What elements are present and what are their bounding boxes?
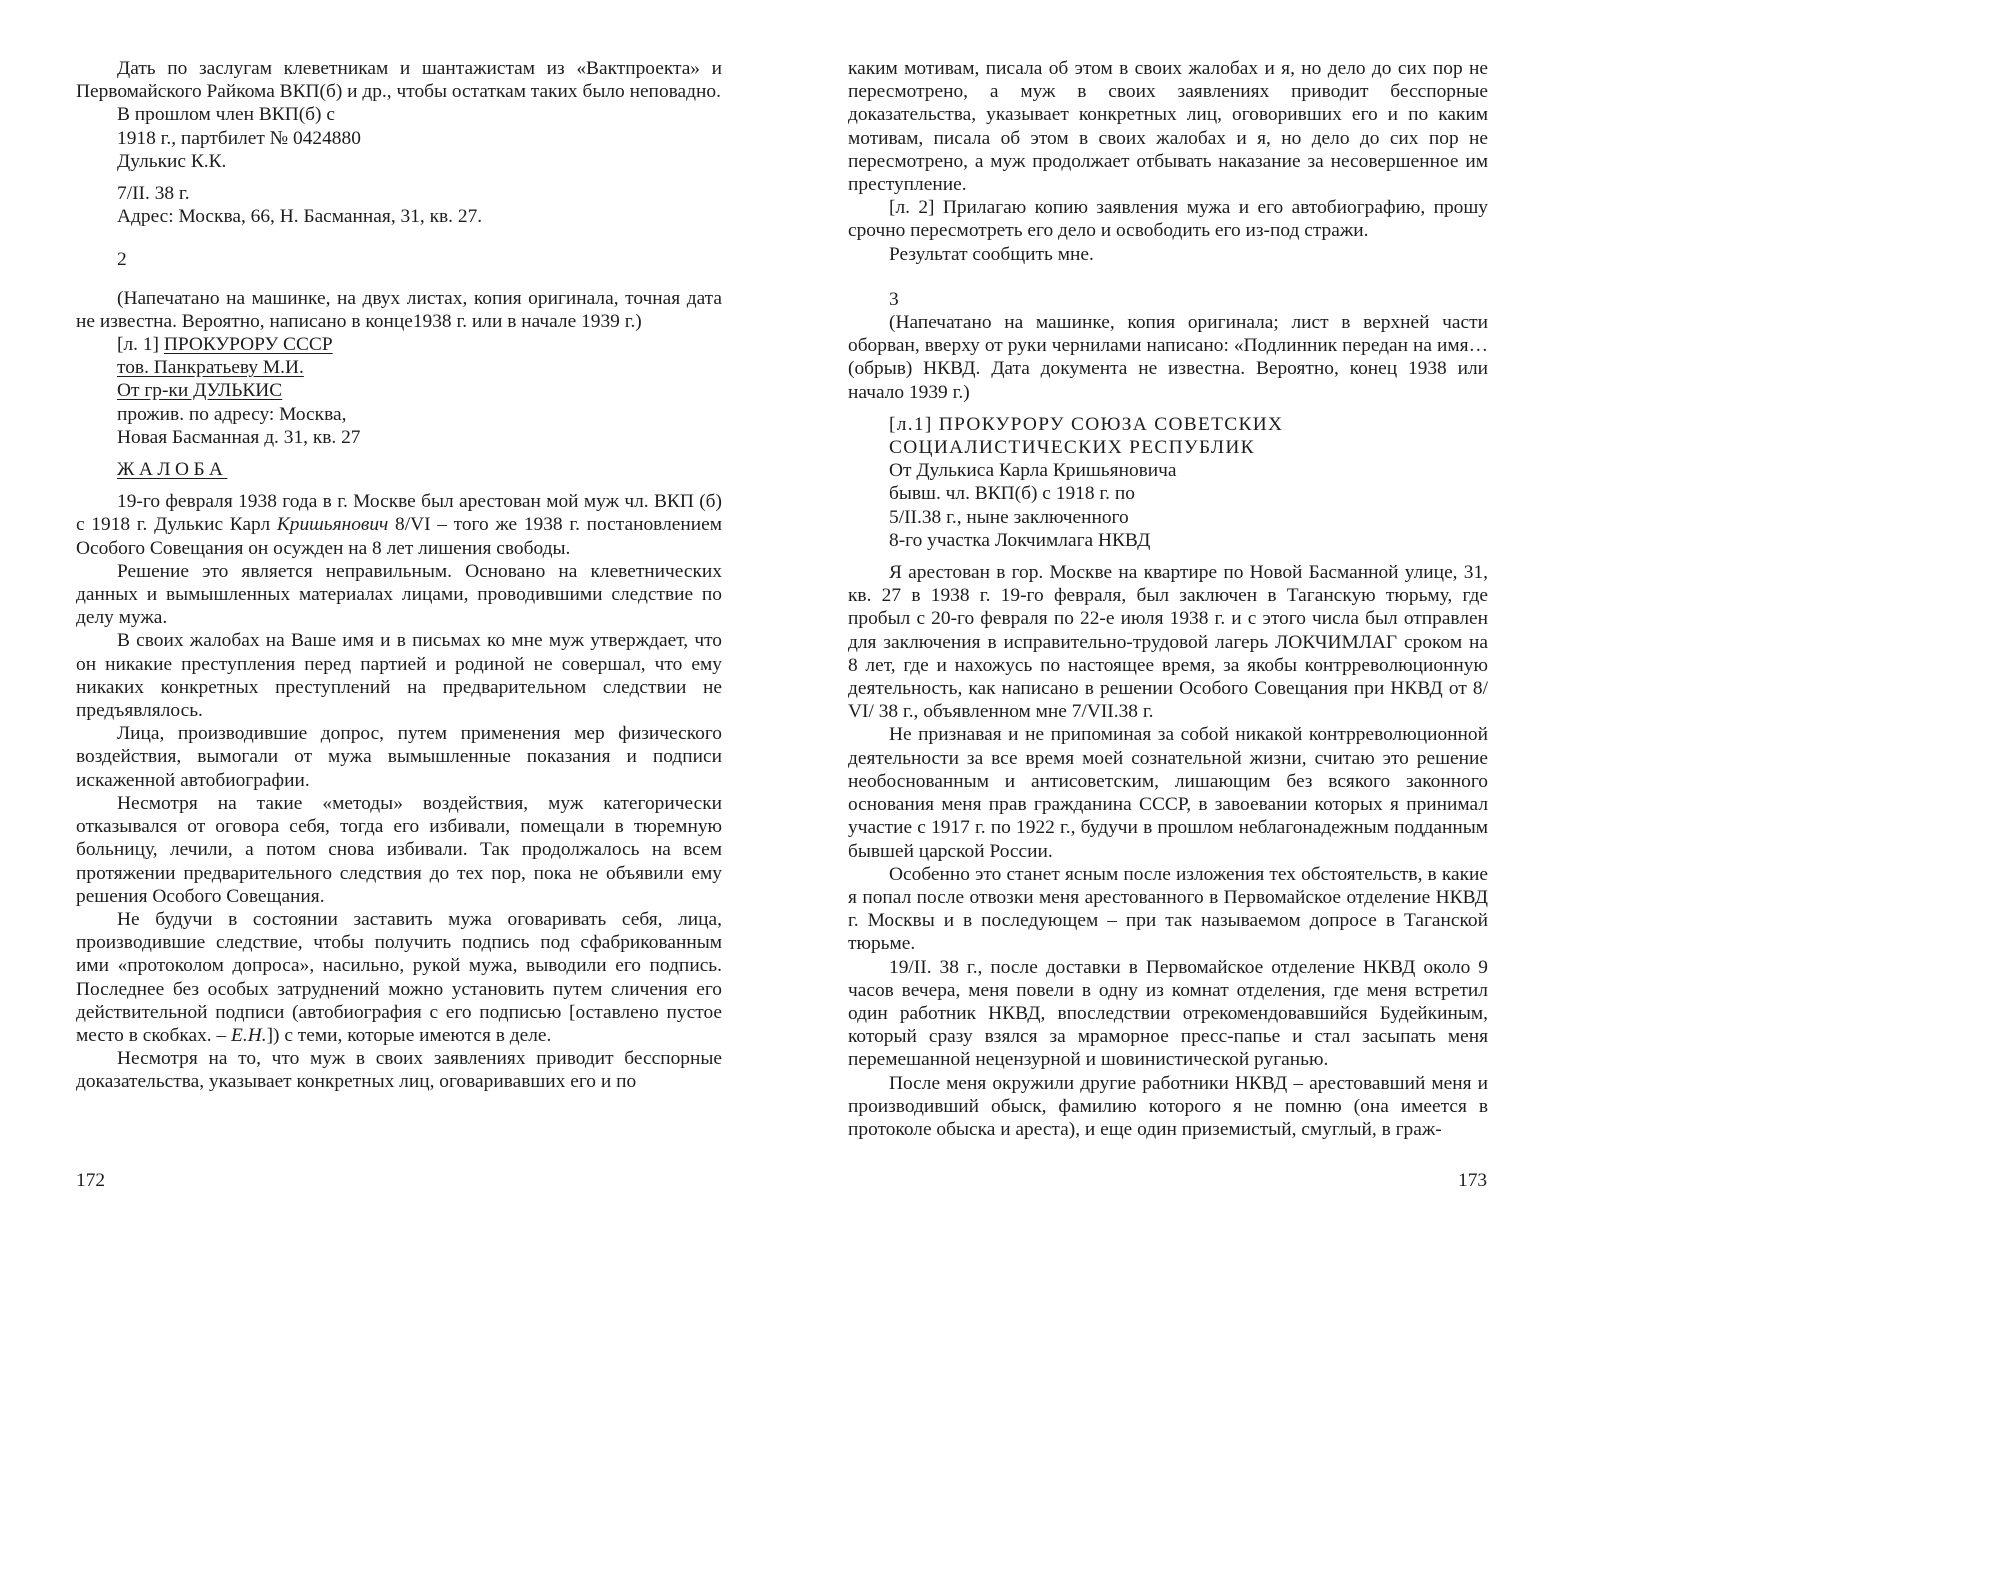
signature-line: В прошлом член ВКП(б) с xyxy=(117,104,335,126)
addressee-block xyxy=(848,413,1488,552)
sender-address-line: Новая Басманная д. 31, кв. 27 xyxy=(117,426,361,448)
result-line: Результат сообщить мне. xyxy=(889,243,1094,265)
date-block xyxy=(76,182,722,228)
body-paragraph: Особенно это станет ясным после изложения тех обстоятельств, в какие я попал после отвозки меня арестованного в Первомайское отделение НКВД г. Москвы и в последующем – при так называемом допросе в Таганской тюрьме. xyxy=(848,863,1488,955)
complaint-paragraph xyxy=(76,490,722,560)
page-number-right: 173 xyxy=(1458,1170,1488,1191)
addressee-title: ПРОКУРОРУ СССР xyxy=(163,334,333,356)
right-page xyxy=(848,57,1488,1141)
addressee-to xyxy=(117,333,722,356)
document-number: 3 xyxy=(889,288,899,310)
sender-line: бывш. чл. ВКП(б) с 1918 г. по xyxy=(889,483,1135,505)
body-paragraph: В своих жалобах на Ваше имя и в письмах ко мне муж утверждает, что он никакие преступления перед партией и родиной не совершал, что ему никаких конкретных преступлений на предварительном следствии не предъявлялось. xyxy=(76,630,722,722)
document-note: (Напечатано на машинке, на двух листах, копия оригинала, точная дата не известна. Вероятно, написано в конце1938 г. или в начале 1939 г.) xyxy=(76,287,722,332)
body-paragraph: Несмотря на то, что муж в своих заявлениях приводит бесспорные доказательства, указывает конкретных лиц, оговаривавших его и по xyxy=(76,1048,722,1093)
body-paragraph: Не признавая и не припоминая за собой никакой контрреволюционной деятельности за все время моей сознательной жизни, считаю это решение необоснованным и антисоветским, лишающим без всякого законного основания меня прав гражданина СССР, в завоевании которых я принимал участие с 1917 г. по 1922 г., будучи в прошлом неблагонадежным подданным бывшей царской России. xyxy=(848,724,1488,862)
paragraph-text: 19-го февраля 1938 года в г. Москве был арестован мой муж чл. ВКП (б) с 1918 г. Дулькис Карл xyxy=(76,491,722,536)
page-number-left: 172 xyxy=(76,1170,106,1191)
signature-block xyxy=(76,103,722,173)
address-line: Адрес: Москва, 66, Н. Басманная, 31, кв. 27. xyxy=(117,206,483,228)
body-paragraph: 19/II. 38 г., после доставки в Первомайское отделение НКВД около 9 часов вечера, меня повели в одну из комнат отделения, где меня встретил один работник НКВД, впоследствии отрекомендовавшийся Будейкиным, который сразу взялся за мраморное пресс-папье и стал засыпать меня перемешанной нецензурной и шовинистической руганью. xyxy=(848,956,1488,1071)
body-paragraph: Лица, производившие допрос, путем применения мер физического воздействия, вымогали от мужа вымышленные показания и подписи искаженной автобиографии. xyxy=(76,723,722,791)
body-paragraph xyxy=(76,908,722,1047)
sheet-marker: [л. 1] xyxy=(117,334,159,356)
sender-line: 8-го участка Локчимлага НКВД xyxy=(889,529,1151,551)
paragraph-text: Не будучи в состоянии заставить мужа оговаривать себя, лица, производившие следствие, чтобы получить подпись под сфабрикованным ими «протоколом допроса», насильно, рукой мужа, выводили его подпись. Последнее без особых затруднений можно установить путем сличения его действительной подписи (автобиография с его подписью [оставлено пустое место в скобках. – xyxy=(76,908,722,1046)
sender-address-line: прожив. по адресу: Москва, xyxy=(117,403,347,425)
left-page xyxy=(76,57,722,1094)
addressee-line: СОЦИАЛИСТИЧЕСКИХ РЕСПУБЛИК xyxy=(889,437,1255,459)
intro-paragraph: Дать по заслугам клеветникам и шантажистам из «Вактпроекта» и Первомайского Райкома ВКП(б) и др., чтобы остаткам таких было неповадно. xyxy=(76,58,722,103)
document-note: (Напечатано на машинке, копия оригинала; лист в верхней части оборван, вверху от руки чернилами написано: «Подлинник передан на имя…(обрыв) НКВД. Дата документа не известна. Вероятно, конец 1938 или начало 1939 г.) xyxy=(848,312,1488,403)
italic-patronymic: Кришьянович xyxy=(276,514,389,536)
addressee-block xyxy=(76,333,722,449)
result-block xyxy=(848,243,1488,266)
signature-line: 1918 г., партбилет № 0424880 xyxy=(117,127,361,149)
sender-line: 5/II.38 г., ныне заключенного xyxy=(889,506,1129,528)
sender-line: От Дулькиса Карла Кришьяновича xyxy=(889,460,1177,482)
editor-initials: Е.Н. xyxy=(231,1024,267,1046)
body-paragraph: Я арестован в гор. Москве на квартире по Новой Басманной улице, 31, кв. 27 в 1938 г. 19-го февраля, был заключен в Таганскую тюрьму, где пробыл с 20-го февраля по 22-е июля 1938 г. и с этого числа был отправлен для заключения в исправительно-трудовой лагерь ЛОКЧИМЛАГ сроком на 8 лет, где и нахожусь по настоящее время, за якобы контрреволюционную деятельность, как написано в решении Особого Совещания при НКВД от 8/ VI/ 38 г., объявленном мне 7/VII.38 г. xyxy=(848,562,1488,723)
attachment-paragraph: [л. 2] Прилагаю копию заявления мужа и его автобиографию, прошу срочно пересмотреть его дело и освободить его из-под стражи. xyxy=(848,197,1488,242)
continuation-paragraph: каким мотивам, писала об этом в своих жалобах и я, но дело до сих пор не пересмотрено, а муж в своих заявлениях приводит бесспорные доказательства, указывает конкретных лиц, оговоривших его и по каким мотивам, писала об этом в своих жалобах и я, но дело до сих пор не пересмотрено, а муж продолжает отбывать наказание за несовершенное им преступление. xyxy=(848,58,1488,196)
signature-line: Дулькис К.К. xyxy=(117,150,227,172)
date-line: 7/II. 38 г. xyxy=(117,183,190,205)
complaint-heading-block xyxy=(76,458,722,481)
body-paragraph: После меня окружили другие работники НКВД – арестовавший меня и производивший обыск, фамилию которого я не помню (она имеется в протоколе обыска и ареста), и еще один приземистый, смуглый, в граж- xyxy=(848,1072,1488,1140)
body-paragraph: Несмотря на такие «методы» воздействия, муж категорически отказывался от оговора себя, тогда его избивали, помещали в тюремную больницу, лечили, а потом снова избивали. Так продолжалось на всем протяжении предварительного следствия до тех пор, пока не объявили ему решения Особого Совещания. xyxy=(76,792,722,907)
addressee-line: [л.1] ПРОКУРОРУ СОЮЗА СОВЕТСКИХ xyxy=(889,413,1284,435)
addressee-name: тов. Панкратьеву М.И. xyxy=(117,357,304,379)
body-paragraph: Решение это является неправильным. Основано на клеветнических данных и вымышленных материалах лицами, проводившими следствие по делу мужа. xyxy=(76,560,722,629)
paragraph-text: 8/VI – того же 1938 г. постановлением Особого Совещания он осужден на 8 лет лишения свободы. xyxy=(76,514,722,559)
paragraph-text: ]) с теми, которые имеются в деле. xyxy=(266,1024,552,1046)
sender-line: От гр-ки ДУЛЬКИС xyxy=(117,380,283,402)
complaint-heading: ЖАЛОБА xyxy=(117,459,228,481)
document-number: 2 xyxy=(117,249,127,271)
